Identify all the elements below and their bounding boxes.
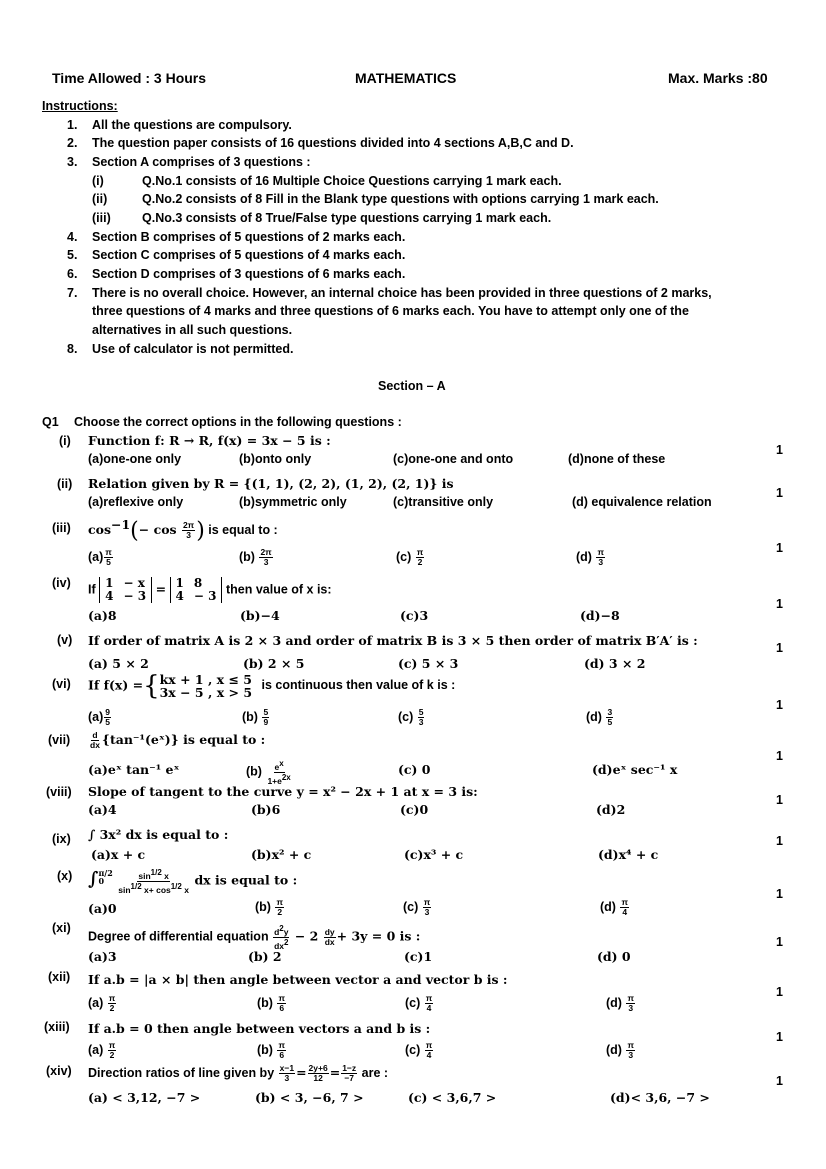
question-num: (ii): [57, 477, 73, 491]
instr-sub-num: (i): [92, 174, 104, 188]
option: (c) $\frac{\pi}{4}$: [405, 1040, 433, 1060]
question-text: Slope of tangent to the curve y = x² − 2x + 1 at x = 3 is:: [88, 784, 478, 799]
option: (c) 5 × 3: [398, 656, 459, 671]
question-text: Direction ratios of line given by $\frac{x-1}{3}$ = $\frac{2y+6}{12}$ = $\frac{1-z}{-7}$ are :: [88, 1063, 389, 1083]
instr-text: All the questions are compulsory.: [92, 118, 292, 132]
instr-num: 8.: [67, 342, 78, 356]
question-num: (i): [59, 434, 71, 448]
subject-title: MATHEMATICS: [355, 70, 457, 86]
option: (d) 0: [597, 949, 631, 964]
option: (a)3: [88, 949, 117, 964]
instr-text: Use of calculator is not permitted.: [92, 342, 294, 356]
option: (a)reflexive only: [88, 495, 184, 509]
option: (d)2: [596, 802, 626, 817]
option: (d)none of these: [568, 452, 666, 466]
option: (a)4: [88, 802, 117, 817]
question-num: (viii): [46, 785, 72, 799]
q1-num: Q1: [42, 415, 59, 429]
question-num: (iii): [52, 521, 71, 535]
question-num: (ix): [52, 832, 71, 846]
option: (c) $\frac{5}{3}$: [398, 707, 424, 727]
option: (c) 0: [398, 762, 431, 777]
option: (b)onto only: [239, 452, 312, 466]
question-num: (vi): [52, 677, 71, 691]
option: (b) $\frac{\pi}{6}$: [257, 1040, 285, 1060]
instructions-title: Instructions:: [42, 99, 118, 113]
option: (b)symmetric only: [239, 495, 347, 509]
question-text: If a.b = 0 then angle between vectors a and b is :: [88, 1021, 431, 1036]
mark: 1: [776, 597, 783, 611]
option: (a) 5 × 2: [88, 656, 149, 671]
option: (d)x⁴ + c: [598, 847, 659, 862]
instr-sub-text: Q.No.1 consists of 16 Multiple Choice Questions carrying 1 mark each.: [142, 174, 562, 188]
mark: 1: [776, 834, 783, 848]
question-num: (v): [57, 633, 73, 647]
instr-num: 1.: [67, 118, 78, 132]
mark: 1: [776, 749, 783, 763]
option: (d)eˣ sec⁻¹ x: [592, 762, 678, 777]
question-text: ∫π/2 0 $\frac{\sin^{1/2} x}{\sin^{1/2} x+ \cos^{1/2} x}$ dx is equal to :: [88, 868, 298, 895]
mark: 1: [776, 935, 783, 949]
mark: 1: [776, 541, 783, 555]
option: (c)0: [400, 802, 429, 817]
option: (a)0: [88, 901, 117, 916]
matrix-right: 1 8 4 − 3: [170, 577, 223, 603]
mark: 1: [776, 985, 783, 999]
option: (d) 3 × 2: [584, 656, 646, 671]
mark: 1: [776, 698, 783, 712]
question-text: If f(x) ={kx + 1 , x ≤ 5 3x − 5 , x > 5 is continuous then value of k is :: [88, 671, 456, 701]
question-text: If order of matrix A is 2 × 3 and order of matrix B is 3 × 5 then order of matrix B′A′ is :: [88, 633, 698, 648]
option: (b) < 3, −6, 7 >: [255, 1090, 364, 1105]
instr-text: Section A comprises of 3 questions :: [92, 155, 311, 169]
option: (d) $\frac{3}{5}$: [586, 707, 613, 727]
question-text: $\cos^{-1}(- \cos$ $\frac{2\pi}{3}$ ) is equal to :: [88, 517, 278, 544]
instr-num: 7.: [67, 286, 78, 300]
option: (d) $\frac{\pi}{3}$: [606, 1040, 634, 1060]
option: (d) equivalence relation: [572, 495, 712, 509]
instr-text: The question paper consists of 16 questions divided into 4 sections A,B,C and D.: [92, 136, 574, 150]
mark: 1: [776, 887, 783, 901]
instr-sub-num: (ii): [92, 192, 108, 206]
instr-text: alternatives in all such questions.: [92, 323, 293, 337]
question-num: (xiv): [46, 1064, 72, 1078]
mark: 1: [776, 1030, 783, 1044]
option: (b) $\frac{\pi}{2}$: [255, 897, 283, 917]
max-marks: Max. Marks :80: [668, 70, 768, 86]
question-num: (iv): [52, 576, 71, 590]
option: (c) $\frac{\pi}{3}$: [403, 897, 431, 917]
option: (b) $\frac{\pi}{6}$: [257, 993, 285, 1013]
instr-num: 4.: [67, 230, 78, 244]
question-text: $\frac{d}{dx}$ {tan⁻¹(eˣ)} is equal to :: [90, 730, 266, 750]
option: (c)transitive only: [393, 495, 494, 509]
instr-sub-text: Q.No.2 consists of 8 Fill in the Blank type questions with options carrying 1 mark each.: [142, 192, 659, 206]
cos-label: cos: [88, 522, 111, 538]
question-text: is equal to :: [208, 523, 278, 538]
option: (b)6: [251, 802, 281, 817]
question-text: If 1 − x 4 − 3 = 1 8 4 − 3 then value of x is:: [88, 576, 332, 603]
option: (d) $\frac{\pi}{3}$: [576, 547, 604, 567]
option: (c) $\frac{\pi}{2}$: [396, 547, 424, 567]
instr-text: Section C comprises of 5 questions of 4 marks each.: [92, 248, 406, 262]
mark: 1: [776, 443, 783, 457]
instr-num: 2.: [67, 136, 78, 150]
mark: 1: [776, 793, 783, 807]
section-title: Section – A: [378, 379, 446, 393]
option: (b) $\frac{e^x}{1+e^{2x}}$: [246, 759, 291, 786]
question-text: Function f: R → R, f(x) = 3x − 5 is :: [88, 433, 331, 448]
mark: 1: [776, 1074, 783, 1088]
option: (a)8: [88, 608, 117, 623]
question-text: If a.b = |a × b| then angle between vector a and vector b is :: [88, 972, 508, 987]
instr-text: Section B comprises of 5 questions of 2 marks each.: [92, 230, 406, 244]
instr-sub-num: (iii): [92, 211, 111, 225]
question-num: (xii): [48, 970, 71, 984]
question-text: Degree of differential equation $\frac{d^2y}{dx^2}$ − 2 $\frac{dy}{dx}$ + 3y = 0 is :: [88, 924, 421, 951]
instr-text: Section D comprises of 3 questions of 6 marks each.: [92, 267, 406, 281]
option: (b) 2 × 5: [243, 656, 305, 671]
instr-num: 5.: [67, 248, 78, 262]
instr-text: There is no overall choice. However, an internal choice has been provided in three questions of 2 marks,: [92, 286, 712, 300]
option: (d)< 3,6, −7 >: [610, 1090, 710, 1105]
instr-num: 3.: [67, 155, 78, 169]
option: (c)x³ + c: [404, 847, 464, 862]
option: (c) $\frac{\pi}{4}$: [405, 993, 433, 1013]
option: (c)1: [404, 949, 433, 964]
mark: 1: [776, 486, 783, 500]
instr-sub-text: Q.No.3 consists of 8 True/False type questions carrying 1 mark each.: [142, 211, 552, 225]
question-text: ∫ 3x² dx is equal to :: [88, 827, 229, 842]
option: (a) $\frac{\pi}{5}$: [88, 547, 112, 567]
question-num: (vii): [48, 733, 71, 747]
option: (a)one-one only: [88, 452, 182, 466]
option: (a) < 3,12, −7 >: [88, 1090, 201, 1105]
option: (b) 2: [248, 949, 282, 964]
question-num: (xi): [52, 921, 71, 935]
option: (c)3: [400, 608, 429, 623]
question-num: (xiii): [44, 1020, 70, 1034]
mark: 1: [776, 641, 783, 655]
option: (d) $\frac{\pi}{4}$: [600, 897, 628, 917]
option: (a) $\frac{\pi}{2}$: [88, 1040, 116, 1060]
option: (d) $\frac{\pi}{3}$: [606, 993, 634, 1013]
option: (b) $\frac{2\pi}{3}$: [239, 547, 272, 567]
option: (c)one-one and onto: [393, 452, 514, 466]
option: (a) $\frac{\pi}{2}$: [88, 993, 116, 1013]
matrix-left: 1 − x 4 − 3: [99, 577, 152, 603]
instr-num: 6.: [67, 267, 78, 281]
option: (a) $\frac{9}{5}$: [88, 707, 111, 727]
question-num: (x): [57, 869, 73, 883]
option: (b)x² + c: [251, 847, 312, 862]
option: (c) < 3,6,7 >: [408, 1090, 497, 1105]
option: (b)−4: [240, 608, 280, 623]
option: (d)−8: [580, 608, 620, 623]
question-text: Relation given by R = {(1, 1), (2, 2), (1, 2), (2, 1)} is: [88, 476, 454, 491]
option: (a)x + c: [91, 847, 146, 862]
option: (b) $\frac{5}{9}$: [242, 707, 269, 727]
instr-text: three questions of 4 marks and three questions of 6 marks each. You have to attempt only one of the: [92, 304, 689, 318]
time-allowed: Time Allowed : 3 Hours: [52, 70, 207, 86]
q1-text: Choose the correct options in the following questions :: [74, 415, 402, 429]
option: (a)eˣ tan⁻¹ eˣ: [88, 762, 180, 777]
